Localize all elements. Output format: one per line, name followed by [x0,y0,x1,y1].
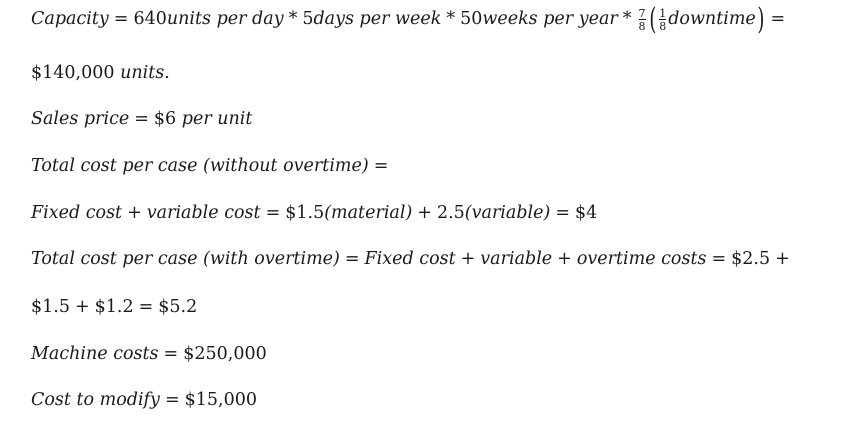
machine-costs-label: Machine costs [31,344,159,364]
cost-to-modify-value: $15,000 [184,390,257,410]
equals-sign: = [555,203,570,223]
overtime-cost-value: $1.2 [94,297,134,317]
equals-sign: = [344,249,360,269]
downtime-denominator: 8 [659,19,667,33]
equals-sign: = [138,297,154,317]
multiply-sign: * [446,9,456,29]
without-overtime-label: (without overtime) [203,156,369,176]
variable-cost-value: $1.5 [31,297,70,317]
equals-sign: = [711,249,727,269]
sales-price-label: Sales price [31,109,130,129]
downtime-numerator: 1 [659,6,667,20]
total-cost-no-overtime-value: $4 [575,203,598,223]
total-cost-overtime-value: $5.2 [158,297,198,317]
capacity-result-value: $140,000 [31,63,115,83]
fixed-cost-label: Fixed cost [364,249,456,269]
sales-price-unit: per unit [181,109,253,129]
total-cost-label: Total cost per case [31,156,198,176]
uptime-fraction [639,8,646,32]
capacity-units-per-day-value: 640 [133,9,167,29]
capacity-label: Capacity [31,9,109,29]
with-overtime-label: (with overtime) [203,249,340,269]
variable-cost-value: 2.5 [436,203,465,223]
capacity-days-value: 5 [302,9,314,29]
multiply-sign: * [288,9,298,29]
plus-sign: + [460,249,476,269]
material-cost-value: $1.5 [285,203,325,223]
open-paren: ( [648,1,656,37]
sales-price-value: $6 [153,109,177,129]
machine-costs-equation [31,342,267,366]
multiply-sign: * [622,9,632,29]
equals-sign: = [113,9,129,29]
downtime-label: downtime [668,9,756,29]
plus-sign: + [775,249,790,269]
uptime-numerator: 7 [638,6,646,20]
sales-price-equation [31,107,252,131]
cost-to-modify-equation [31,388,257,412]
capacity-result [31,61,170,85]
capacity-days-label: days per week [313,9,442,29]
total-cost-overtime-continued [31,295,197,319]
capacity-units-per-day-label: units per day [166,9,284,29]
overtime-costs-label: overtime costs [576,249,707,269]
total-cost-no-overtime-heading [31,154,393,178]
variable-label: variable [480,249,553,269]
cost-to-modify-label: Cost to modify [31,390,160,410]
equals-sign: = [265,203,281,223]
capacity-result-unit: units. [120,63,170,83]
capacity-weeks-label: weeks per year [482,9,618,29]
equals-sign: = [770,9,786,29]
variable-label: (variable) [464,203,551,223]
capacity-weeks-value: 50 [460,9,483,29]
close-paren: ) [757,1,765,37]
equals-sign: = [373,156,389,176]
plus-sign: + [127,203,142,223]
equals-sign: = [134,109,149,129]
fixed-cost-label: Fixed cost [31,203,123,223]
fixed-cost-value: $2.5 [731,249,771,269]
plus-sign: + [417,203,432,223]
equals-sign: = [164,390,180,410]
plus-sign: + [74,297,90,317]
material-label: (material) [324,203,413,223]
fixed-variable-equation [31,201,597,225]
total-cost-label: Total cost per case [31,249,198,269]
machine-costs-value: $250,000 [183,344,267,364]
variable-cost-label: variable cost [146,203,261,223]
plus-sign: + [557,249,572,269]
capacity-equation [31,1,790,37]
total-cost-overtime-equation [31,247,795,271]
downtime-fraction [659,8,666,32]
equals-sign: = [163,344,179,364]
uptime-denominator: 8 [638,19,646,33]
